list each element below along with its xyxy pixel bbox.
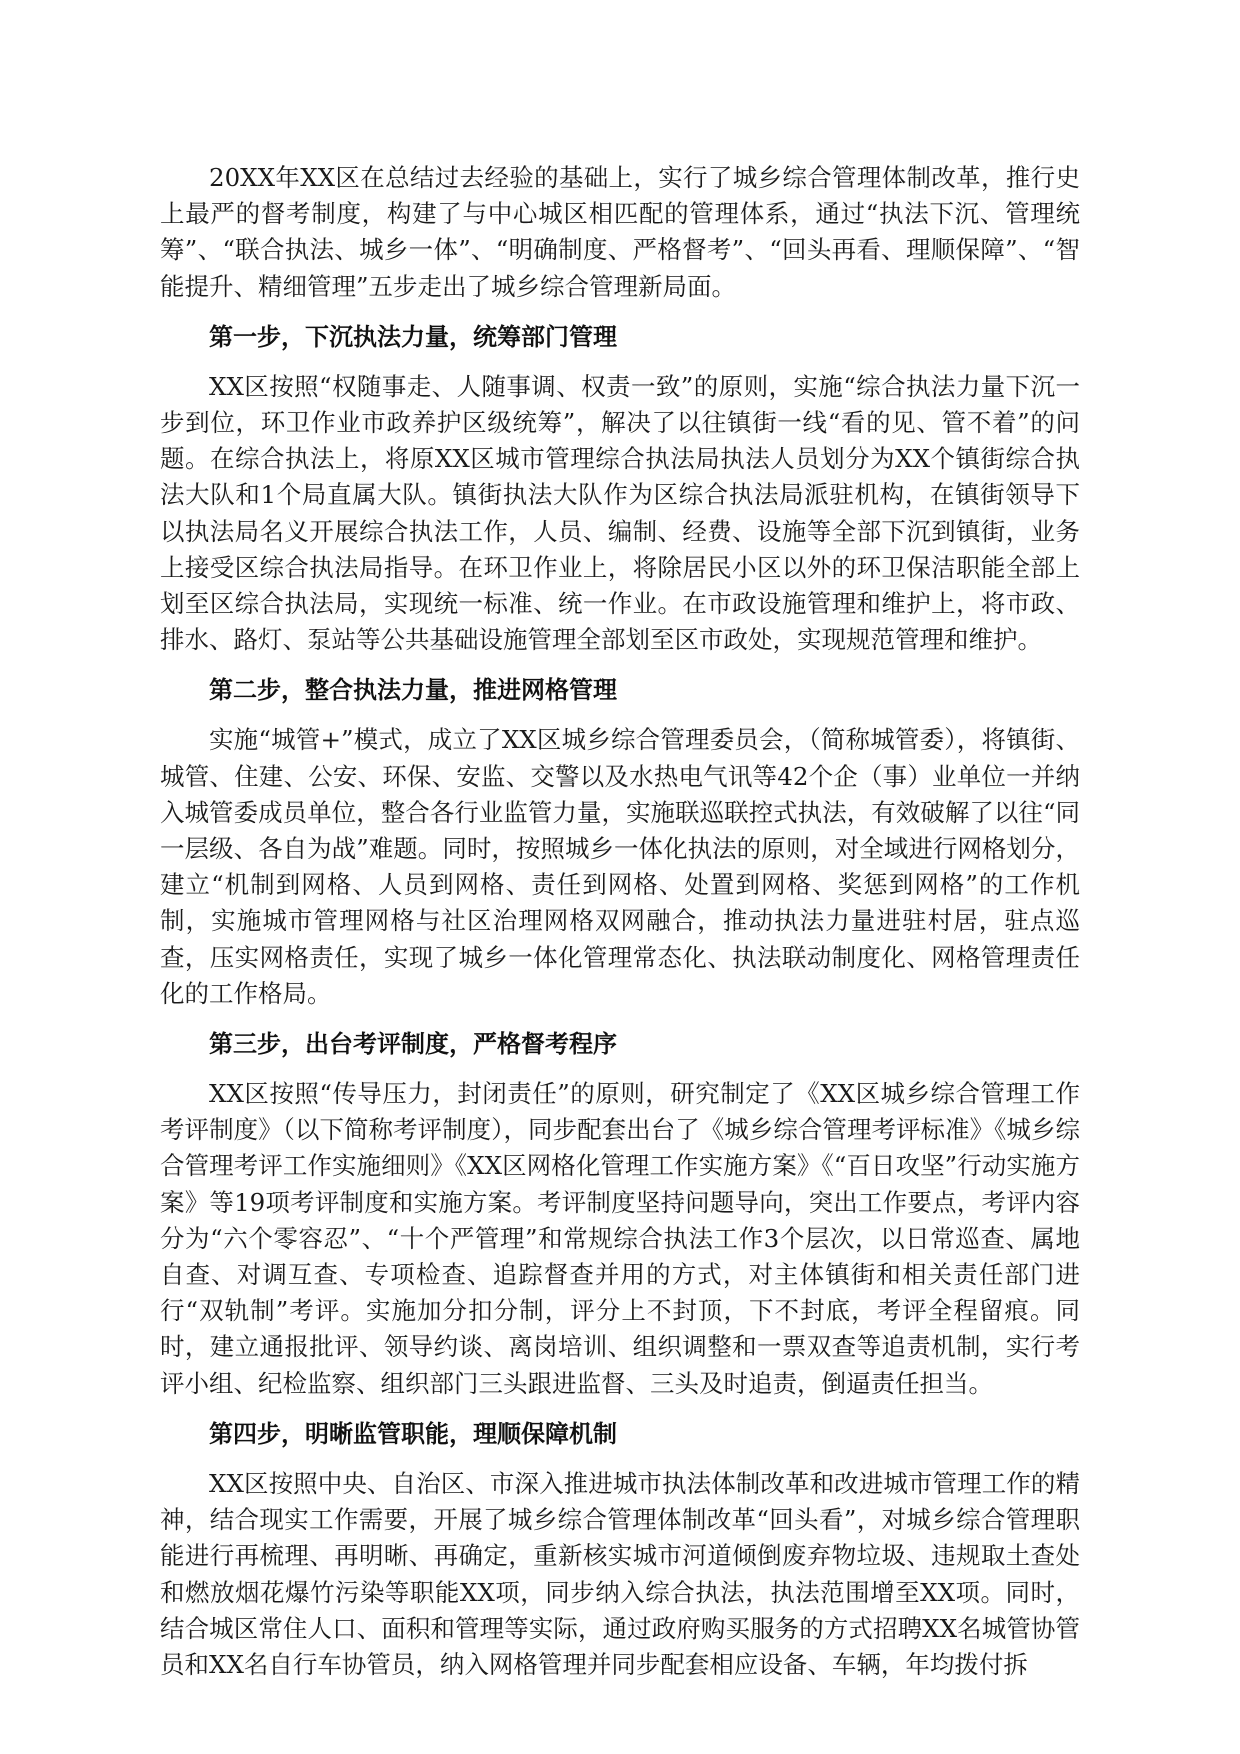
document-body [160,160,1080,1683]
section-4-paragraph: XX区按照中央、自治区、市深入推进城市执法体制改革和改进城市管理工作的精神，结合现实工作需要，开展了城乡综合管理体制改革“回头看”，对城乡综合管理职能进行再梳理、再明晰、再确定，重新核实城市河道倾倒废弃物垃圾、违规取土查处和燃放烟花爆竹污染等职能XX项，同步纳入综合执法，执法范围增至XX项。同时，结合城区常住人口、面积和管理等实际，通过政府购买服务的方式招聘XX名城管协管员和XX名自行车协管员，纳入网格管理并同步配套相应设备、车辆，年均拨付拆 [160,1468,1080,1679]
intro-paragraph: 20XX年XX区在总结过去经验的基础上，实行了城乡综合管理体制改革，推行史上最严的督考制度，构建了与中心城区相匹配的管理体系，通过“执法下沉、管理统筹”、“联合执法、城乡一体”、“明确制度、严格督考”、“回头再看、理顺保障”、“智能提升、精细管理”五步走出了城乡综合管理新局面。 [160,163,1080,301]
section-2-paragraph: 实施“城管+”模式，成立了XX区城乡综合管理委员会，（简称城管委），将镇街、城管、住建、公安、环保、安监、交警以及水热电气讯等42个企（事）业单位一并纳入城管委成员单位，整合各行业监管力量，实施联巡联控式执法，有效破解了以往“同一层级、各自为战”难题。同时，按照城乡一体化执法的原则，对全域进行网格划分，建立“机制到网格、人员到网格、责任到网格、处置到网格、奖惩到网格”的工作机制，实施城市管理网格与社区治理网格双网融合，推动执法力量进驻村居，驻点巡查，压实网格责任，实现了城乡一体化管理常态化、执法联动制度化、网格管理责任化的工作格局。 [160,725,1080,1008]
section-3-heading: 第三步，出台考评制度，严格督考程序 [209,1030,617,1059]
section-1-paragraph: XX区按照“权随事走、人随事调、权责一致”的原则，实施“综合执法力量下沉一步到位，环卫作业市政养护区级统筹”，解决了以往镇街一线“看的见、管不着”的问题。在综合执法上，将原XX区城市管理综合执法局执法人员划分为XX个镇街综合执法大队和1个局直属大队。镇街执法大队作为区综合执法局派驻机构，在镇街领导下以执法局名义开展综合执法工作，人员、编制、经费、设施等全部下沉到镇街，业务上接受区综合执法局指导。在环卫作业上，将除居民小区以外的环卫保洁职能全部上划至区综合执法局，实现统一标准、统一作业。在市政设施管理和维护上，将市政、排水、路灯、泵站等公共基础设施管理全部划至区市政处，实现规范管理和维护。 [160,371,1080,655]
section-2-heading: 第二步，整合执法力量，推进网格管理 [209,676,617,705]
section-3-paragraph: XX区按照“传导压力，封闭责任”的原则，研究制定了《XX区城乡综合管理工作考评制度》（以下简称考评制度），同步配套出台了《城乡综合管理考评标准》《城乡综合管理考评工作实施细则》《XX区网格化管理工作实施方案》《“百日攻坚”行动实施方案》等19项考评制度和实施方案。考评制度坚持问题导向，突出工作要点，考评内容分为“六个零容忍”、“十个严管理”和常规综合执法工作3个层次，以日常巡查、属地自查、对调互查、专项检查、追踪督查并用的方式，对主体镇街和相关责任部门进行“双轨制”考评。实施加分扣分制，评分上不封顶，下不封底，考评全程留痕。同时，建立通报批评、领导约谈、离岗培训、组织调整和一票双查等追责机制，实行考评小组、纪检监察、组织部门三头跟进监督、三头及时追责，倒逼责任担当。 [160,1079,1080,1398]
section-1-heading: 第一步，下沉执法力量，统筹部门管理 [209,322,617,351]
section-4-heading: 第四步，明晰监管职能，理顺保障机制 [209,1419,617,1448]
